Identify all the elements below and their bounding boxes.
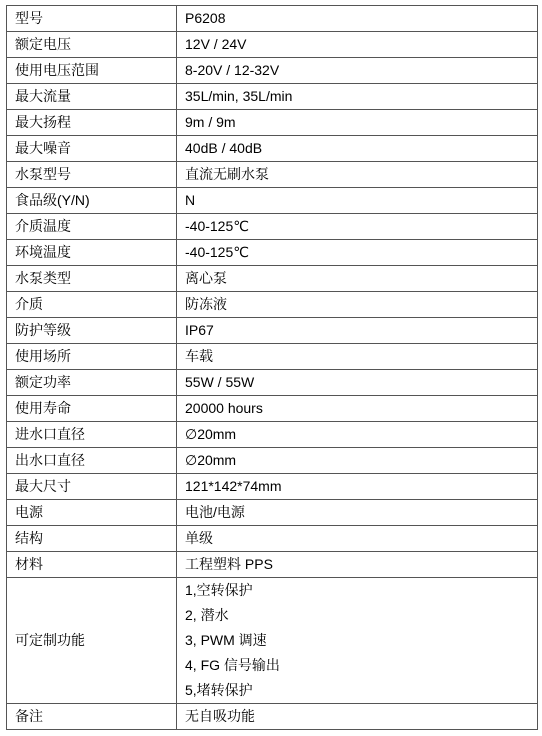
table-row (7, 344, 538, 370)
row-label: 结构 (7, 526, 177, 552)
row-value: 电池/电源 (177, 500, 538, 526)
row-label: 最大流量 (7, 84, 177, 110)
row-value: P6208 (177, 6, 538, 32)
table-row-custom-functions (7, 578, 538, 704)
custom-function-item: 5,堵转保护 (185, 682, 253, 698)
spec-table (6, 5, 538, 730)
row-value: 40dB / 40dB (177, 136, 538, 162)
row-label: 进水口直径 (7, 422, 177, 448)
table-row (7, 6, 538, 32)
row-value: 20000 hours (177, 396, 538, 422)
row-label: 额定功率 (7, 370, 177, 396)
row-label: 使用场所 (7, 344, 177, 370)
row-value: 离心泵 (177, 266, 538, 292)
row-label: 水泵型号 (7, 162, 177, 188)
row-label: 使用寿命 (7, 396, 177, 422)
row-label: 水泵类型 (7, 266, 177, 292)
table-row (7, 422, 538, 448)
row-label-custom-functions: 可定制功能 (7, 578, 177, 704)
table-row-note (7, 704, 538, 730)
row-label: 介质 (7, 292, 177, 318)
row-value: ∅20mm (177, 448, 538, 474)
table-row (7, 58, 538, 84)
row-value-note: 无自吸功能 (177, 704, 538, 730)
row-label: 电源 (7, 500, 177, 526)
table-row (7, 110, 538, 136)
row-label: 最大噪音 (7, 136, 177, 162)
row-value: 工程塑料 PPS (177, 552, 538, 578)
row-label: 型号 (7, 6, 177, 32)
row-label-note: 备注 (7, 704, 177, 730)
row-value: -40-125℃ (177, 240, 538, 266)
table-row (7, 292, 538, 318)
table-row (7, 526, 538, 552)
table-row (7, 370, 538, 396)
row-value-custom-functions (177, 578, 538, 704)
custom-function-item: 4, FG 信号输出 (185, 657, 280, 673)
table-row (7, 474, 538, 500)
table-row (7, 266, 538, 292)
row-label: 介质温度 (7, 214, 177, 240)
row-value: 12V / 24V (177, 32, 538, 58)
row-value: 35L/min, 35L/min (177, 84, 538, 110)
row-label: 使用电压范围 (7, 58, 177, 84)
table-row (7, 448, 538, 474)
table-row (7, 214, 538, 240)
row-value: -40-125℃ (177, 214, 538, 240)
row-value: 121*142*74mm (177, 474, 538, 500)
row-label: 材料 (7, 552, 177, 578)
spec-table-body (7, 6, 538, 730)
table-row (7, 552, 538, 578)
table-row (7, 240, 538, 266)
row-value: 55W / 55W (177, 370, 538, 396)
row-label: 额定电压 (7, 32, 177, 58)
row-value: 防冻液 (177, 292, 538, 318)
table-row (7, 318, 538, 344)
table-row (7, 396, 538, 422)
table-row (7, 32, 538, 58)
row-value: 8-20V / 12-32V (177, 58, 538, 84)
row-label: 环境温度 (7, 240, 177, 266)
table-row (7, 500, 538, 526)
row-value: 9m / 9m (177, 110, 538, 136)
custom-function-item: 1,空转保护 (185, 582, 253, 598)
table-row (7, 162, 538, 188)
row-label: 食品级(Y/N) (7, 188, 177, 214)
row-value: IP67 (177, 318, 538, 344)
table-row (7, 188, 538, 214)
row-label: 防护等级 (7, 318, 177, 344)
row-value: ∅20mm (177, 422, 538, 448)
custom-function-item: 3, PWM 调速 (185, 632, 267, 648)
row-value: 直流无刷水泵 (177, 162, 538, 188)
row-label: 最大尺寸 (7, 474, 177, 500)
row-label: 出水口直径 (7, 448, 177, 474)
row-value: 车载 (177, 344, 538, 370)
table-row (7, 84, 538, 110)
row-value: 单级 (177, 526, 538, 552)
row-label: 最大扬程 (7, 110, 177, 136)
row-value: N (177, 188, 538, 214)
table-row (7, 136, 538, 162)
custom-function-item: 2, 潜水 (185, 607, 229, 623)
